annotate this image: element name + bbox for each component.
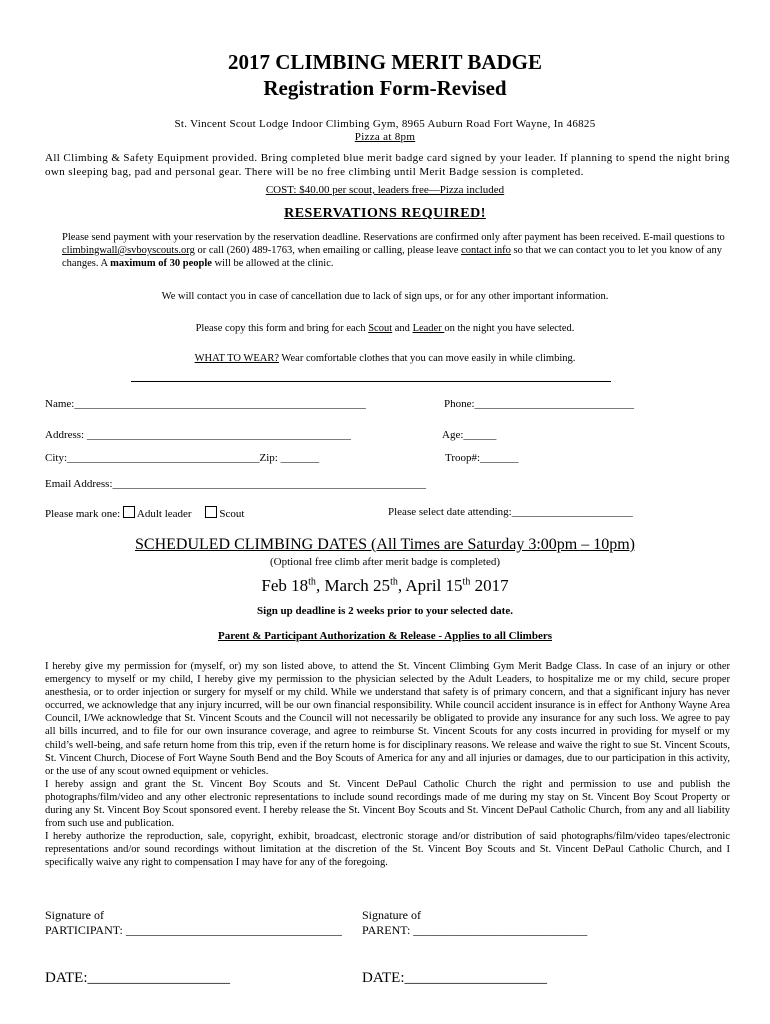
phone-field[interactable]: Phone:_____________________________ [444, 398, 635, 410]
city-zip-field[interactable]: City:___________________________________Zip: _______ [45, 452, 320, 464]
authorization-heading: Parent & Participant Authorization & Release - Applies to all Climbers [217, 630, 553, 642]
name-field[interactable]: Name:_____________________________________________________ [45, 398, 366, 410]
form-title: 2017 CLIMBING MERIT BADGE [227, 50, 543, 74]
date-select-field[interactable]: Please select date attending:______________________ [388, 506, 633, 518]
troop-field[interactable]: Troop#:_______ [445, 452, 519, 464]
consent-paragraph: I hereby assign and grant the St. Vincent Boy Scouts and St. Vincent DePaul Catholic Church the right and permission to use and publish the photographs/film/video and any other electronic representations to include sound recordings made of me during my stay on St. Vincent Boy Scout Property or during any St. Vincent Boy Scout sponsored event. I hereby release the St. Vincent Boy Scouts and St. Vincent DePaul Catholic Church, from any and all liability from such use and publication. [45, 778, 730, 830]
adult-leader-checkbox[interactable] [123, 506, 135, 518]
climbing-dates: Feb 18th, March 25th, April 15th 2017 [261, 576, 509, 595]
cost-line: COST: $40.00 per scout, leaders free—Pizza included [265, 184, 505, 196]
cancellation-notice: We will contact you in case of cancellation due to lack of sign ups, or for any other important information. [161, 291, 609, 302]
maximum-text: maximum of 30 people [110, 258, 212, 269]
contact-info-text: contact info [461, 245, 511, 256]
equipment-note: All Climbing & Safety Equipment provided. Bring completed blue merit badge card signed by your leader. If planning to spend the night bring own sleeping bag, pad and personal gear. There will be no free climbing until Merit Badge session is completed. [45, 152, 730, 178]
signup-deadline: Sign up deadline is 2 weeks prior to your selected date. [257, 605, 513, 617]
consent-text [45, 660, 730, 870]
parent-signature-field[interactable]: PARENT: _____________________________ [362, 923, 588, 937]
mark-one-label: Please mark one: Adult leader Scout [45, 508, 245, 520]
parent-date-field[interactable]: DATE:___________________ [362, 970, 547, 986]
scout-checkbox[interactable] [205, 506, 217, 518]
divider-line [131, 381, 611, 382]
reservation-instructions: Please send payment with your reservation by the reservation deadline. Reservations are confirmed only after payment has been received. E-mail questions to climbingwall@svboyscouts.org or call (260) 489-1763, when emailing or calling, please leave contact info so that we can contact you to let you know of any changes. A maximum of 30 people will be allowed at the clinic. [62, 232, 725, 269]
participant-date-field[interactable]: DATE:___________________ [45, 970, 230, 986]
signature-of-label: Signature of [362, 908, 421, 922]
consent-paragraph: I hereby authorize the reproduction, sale, copyright, exhibit, broadcast, electronic storage and/or distribution of said photographs/film/video tapes/electronic representations and/or sound recordings without limitation at the discretion of the St. Vincent Boy Scouts and St. Vincent DePaul Catholic Church, and I specifically waive any right to compensation I may have for any of the foregoing. [45, 831, 730, 869]
signature-of-label: Signature of [45, 908, 104, 922]
optional-note: (Optional free climb after merit badge is completed) [270, 556, 500, 568]
schedule-heading: SCHEDULED CLIMBING DATES (All Times are Saturday 3:00pm – 10pm) [135, 536, 635, 553]
consent-paragraph: I hereby give my permission for (myself, or) my son listed above, to attend the St. Vincent Climbing Gym Merit Badge Class. In case of an injury or other emergency to myself or my child, I hereby give my permission to the physician selected by the Adult Leaders, to hospitalize me or my child, secure proper anesthesia, or to order injection or surgery for myself or my child. While we understand that safety is of primary concern, and that a significant injury has never occurred, we acknowledge that any injury incurred, will be our own financial responsibility. While council accident insurance is in effect for Anthony Wayne Area Council, I/We acknowledge that St. Vincent Scouts and the Council will not necessarily be obligated to provide any insurance for any such loss. We agree to pay all bills incurred, and to file for our own insurance coverage, and agree to reimburse St. Vincent Scouts for any costs incurred in providing for myself or my child’s well-being, and safe return home from this trip, even if the return home is for disciplinary reasons. We release and waive the right to sue St. Vincent Scouts, St. Vincent Church, Diocese of Fort Wayne South Bend and the Boy Scouts of America for any and all injuries or damages, due to our participation in this activity, or the use of any scout owned equipment or vehicles. [45, 661, 730, 777]
venue-address: St. Vincent Scout Lodge Indoor Climbing Gym, 8965 Auburn Road Fort Wayne, In 46825 [174, 118, 596, 130]
address-field[interactable]: Address: ________________________________________________ [45, 429, 351, 441]
email-field[interactable]: Email Address:_________________________________________________________ [45, 478, 427, 490]
what-to-wear: WHAT TO WEAR? Wear comfortable clothes that you can move easily in while climbing. [194, 353, 576, 364]
age-field[interactable]: Age:______ [442, 429, 497, 441]
form-subtitle: Registration Form-Revised [263, 76, 507, 100]
email-link[interactable]: climbingwall@svboyscouts.org [62, 245, 195, 256]
copy-form-notice: Please copy this form and bring for each Scout and Leader on the night you have selected. [195, 323, 575, 334]
participant-signature-field[interactable]: PARTICIPANT: ____________________________________ [45, 923, 342, 937]
pizza-note: Pizza at 8pm [354, 131, 416, 143]
reservations-heading: RESERVATIONS REQUIRED! [284, 206, 486, 221]
